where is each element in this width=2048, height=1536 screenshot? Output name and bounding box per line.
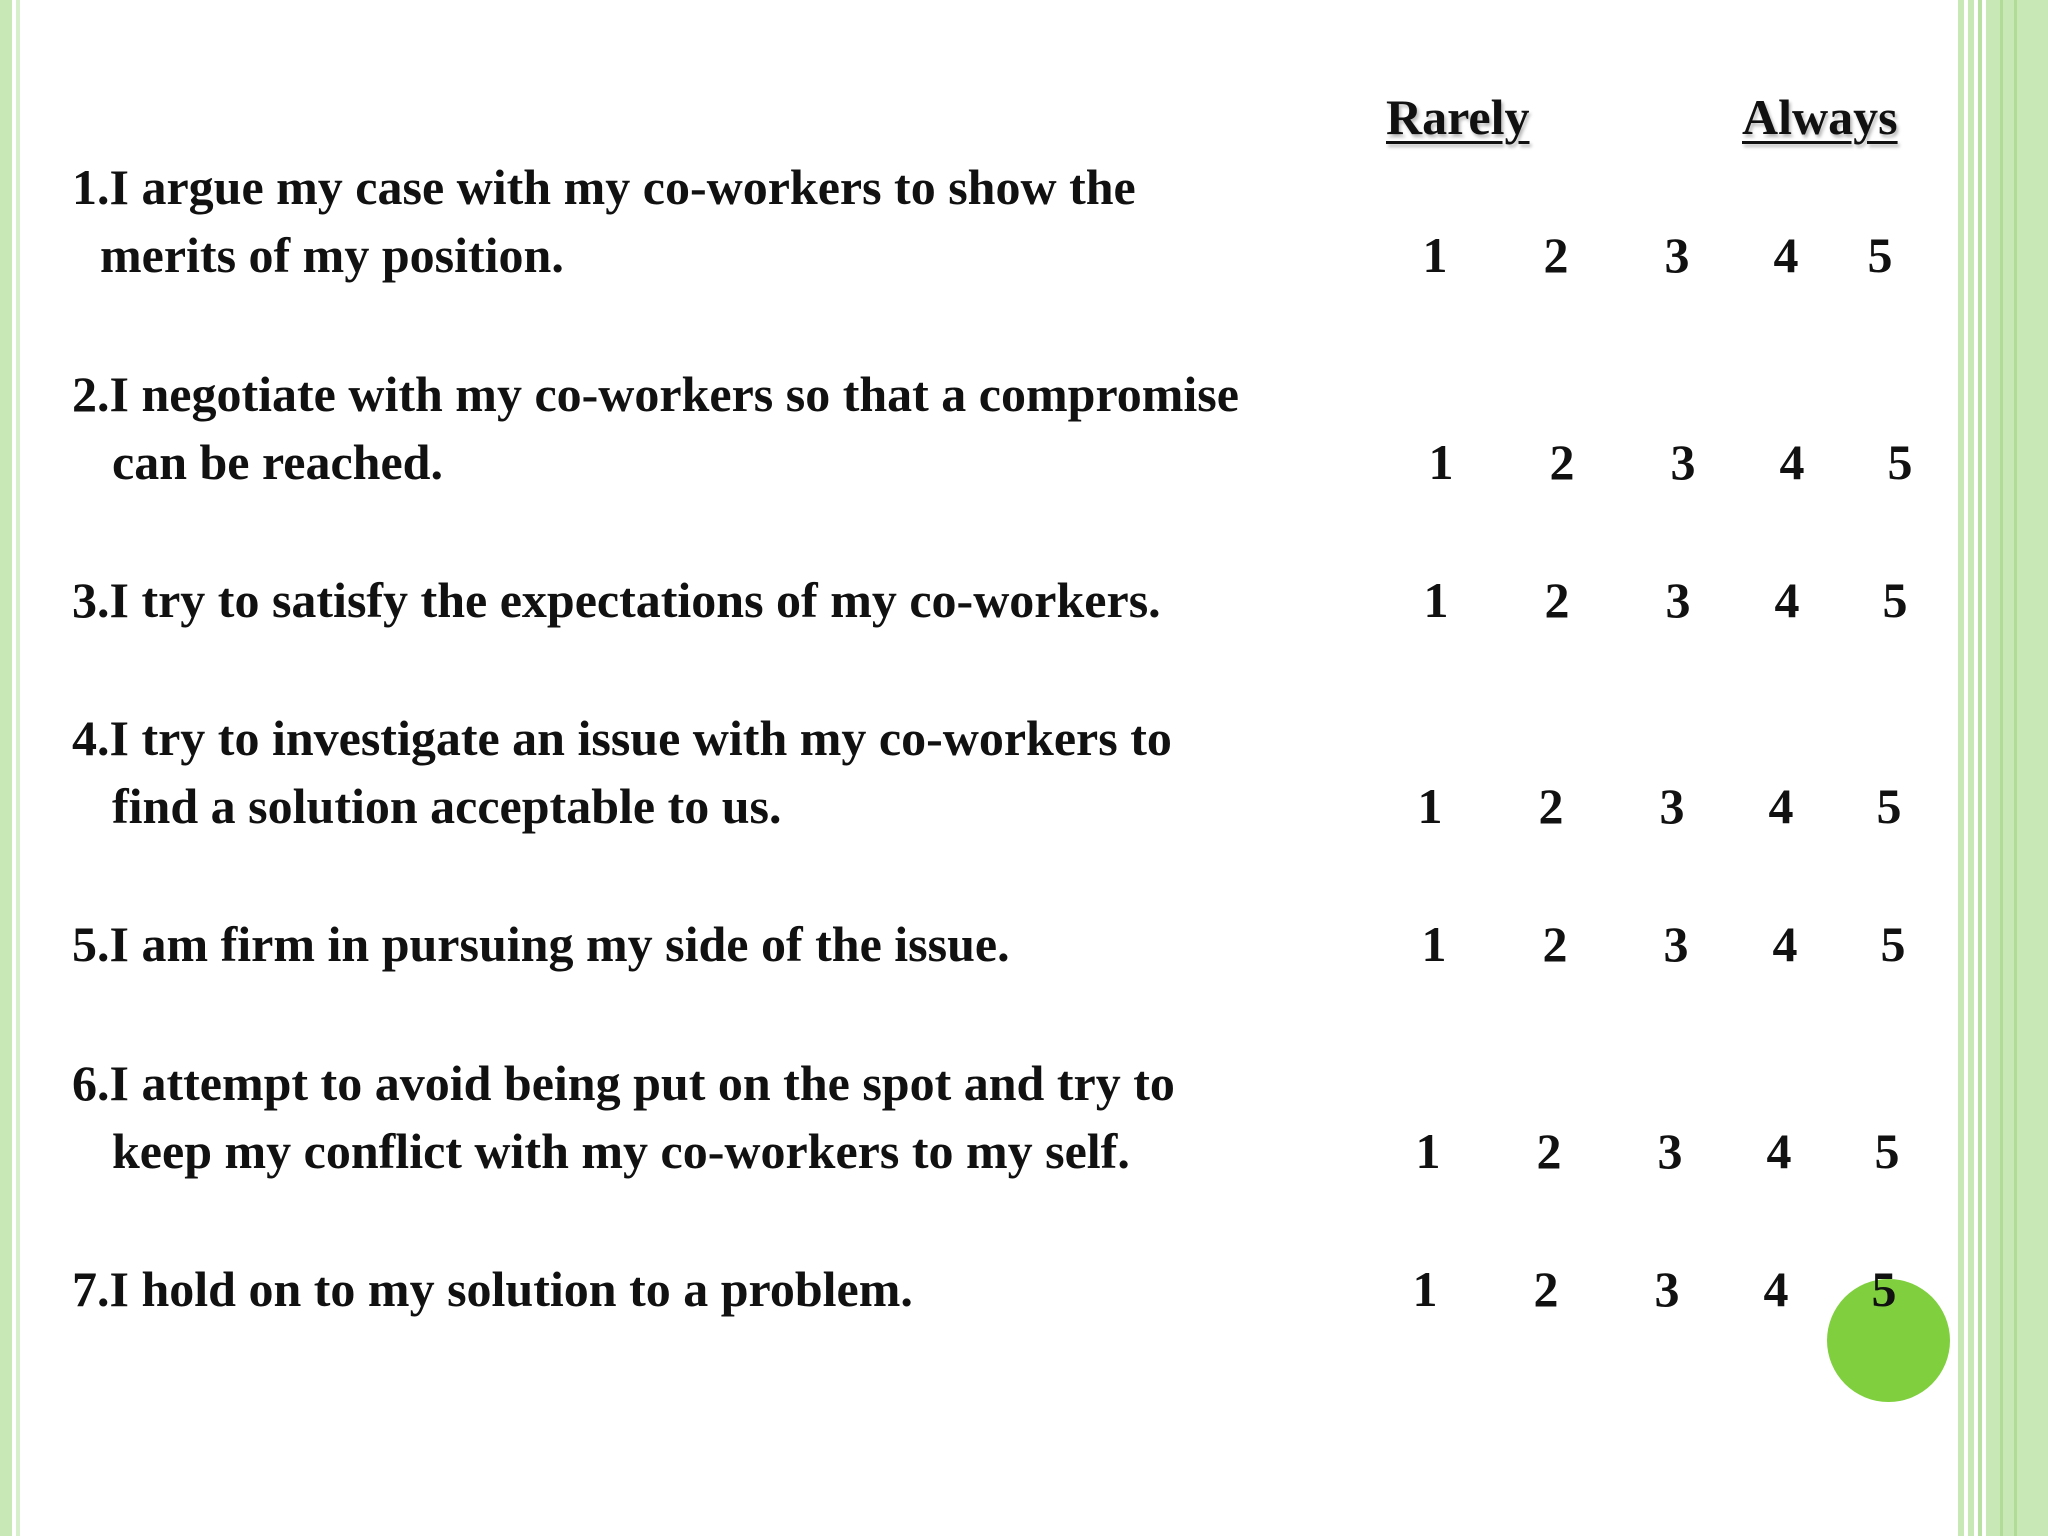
rating-option[interactable]: 5 — [1874, 1123, 1900, 1179]
survey-item-5 — [72, 910, 1010, 978]
survey-item-4 — [72, 704, 1172, 840]
rating-option[interactable]: 2 — [1549, 434, 1575, 490]
rating-option[interactable]: 4 — [1766, 1123, 1792, 1179]
rating-option[interactable]: 3 — [1663, 916, 1689, 972]
right-border-line — [1958, 0, 1964, 1536]
rating-option[interactable]: 2 — [1538, 778, 1564, 834]
item-text: 1.I argue my case with my co-workers to show the — [72, 159, 1136, 215]
item-text-continued: merits of my position. — [100, 227, 564, 283]
item-text: 4.I try to investigate an issue with my co-workers to — [72, 710, 1172, 766]
rating-option[interactable]: 3 — [1670, 434, 1696, 490]
scale-high-label: Always — [1742, 89, 1898, 145]
right-border-line — [1968, 0, 1974, 1536]
left-border — [0, 0, 12, 1536]
rating-option[interactable]: 5 — [1887, 434, 1913, 490]
rating-option[interactable]: 4 — [1774, 572, 1800, 628]
item-text: 2.I negotiate with my co-workers so that a compromise — [72, 366, 1239, 422]
rating-option[interactable]: 1 — [1428, 434, 1454, 490]
rating-option[interactable]: 4 — [1772, 916, 1798, 972]
item-text: 5.I am firm in pursuing my side of the issue. — [72, 916, 1010, 972]
rating-option[interactable]: 1 — [1423, 572, 1449, 628]
rating-option[interactable]: 1 — [1415, 1123, 1441, 1179]
rating-option[interactable]: 2 — [1533, 1261, 1559, 1317]
item-text-continued: can be reached. — [112, 434, 443, 490]
rating-option[interactable]: 5 — [1867, 227, 1893, 283]
rating-option[interactable]: 3 — [1657, 1123, 1683, 1179]
left-border-line — [16, 0, 20, 1536]
item-text: 7.I hold on to my solution to a problem. — [72, 1261, 913, 1317]
rating-option[interactable]: 2 — [1543, 227, 1569, 283]
scale-low-label: Rarely — [1386, 89, 1530, 145]
rating-option[interactable]: 4 — [1779, 434, 1805, 490]
survey-item-7 — [72, 1255, 913, 1323]
survey-item-1 — [72, 153, 1136, 289]
item-text-continued: keep my conflict with my co-workers to my self. — [112, 1123, 1130, 1179]
rating-option[interactable]: 5 — [1871, 1261, 1897, 1317]
rating-option[interactable]: 5 — [1880, 916, 1906, 972]
item-text: 6.I attempt to avoid being put on the spot and try to — [72, 1055, 1175, 1111]
rating-option[interactable]: 1 — [1421, 916, 1447, 972]
survey-item-6 — [72, 1049, 1175, 1185]
right-border-line — [2014, 0, 2017, 1536]
rating-option[interactable]: 2 — [1544, 572, 1570, 628]
survey-item-2 — [72, 360, 1239, 496]
rating-option[interactable]: 1 — [1412, 1261, 1438, 1317]
right-border — [1986, 0, 2048, 1536]
rating-option[interactable]: 4 — [1763, 1261, 1789, 1317]
rating-option[interactable]: 5 — [1876, 778, 1902, 834]
rating-option[interactable]: 2 — [1542, 916, 1568, 972]
rating-option[interactable]: 2 — [1536, 1123, 1562, 1179]
rating-option[interactable]: 4 — [1768, 778, 1794, 834]
rating-option[interactable]: 3 — [1664, 227, 1690, 283]
survey-item-3 — [72, 566, 1161, 634]
item-text-continued: find a solution acceptable to us. — [112, 778, 782, 834]
rating-option[interactable]: 3 — [1665, 572, 1691, 628]
rating-option[interactable]: 5 — [1882, 572, 1908, 628]
item-text: 3.I try to satisfy the expectations of my co-workers. — [72, 572, 1161, 628]
right-border-line — [1978, 0, 1982, 1536]
rating-option[interactable]: 3 — [1654, 1261, 1680, 1317]
rating-option[interactable]: 1 — [1417, 778, 1443, 834]
rating-option[interactable]: 1 — [1422, 227, 1448, 283]
right-border-line — [2000, 0, 2003, 1536]
rating-option[interactable]: 4 — [1773, 227, 1799, 283]
rating-option[interactable]: 3 — [1659, 778, 1685, 834]
